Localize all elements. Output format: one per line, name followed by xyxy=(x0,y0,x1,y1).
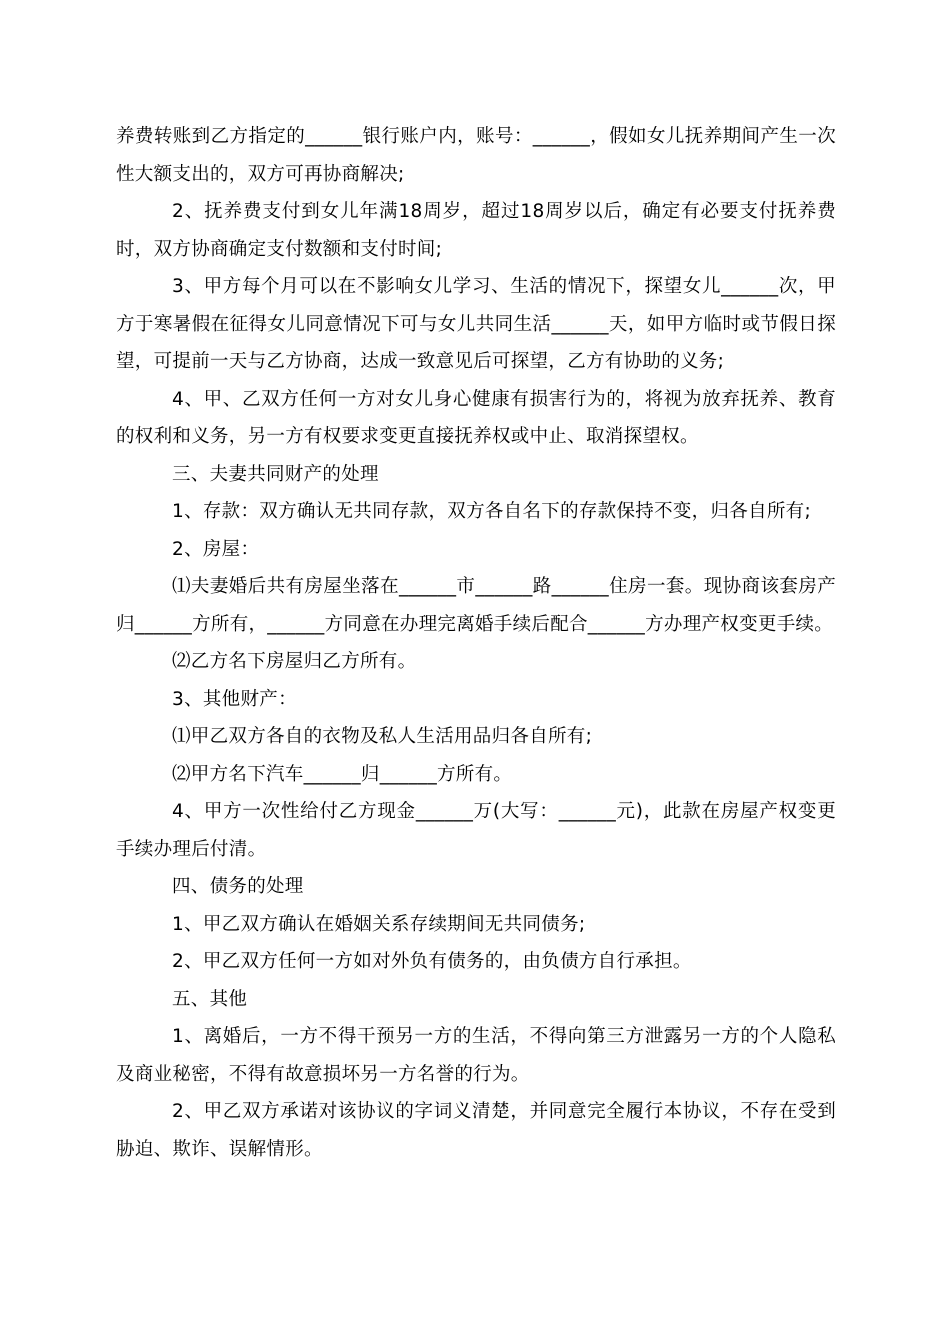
section-heading-other: 五、其他 xyxy=(172,988,248,1010)
section-heading-debt: 四、债务的处理 xyxy=(172,876,304,897)
paragraph-other-property-1: ⑴甲乙双方各自的衣物及私人生活用品归各自所有; xyxy=(172,726,593,747)
paragraph-cash-payment: 4、甲方一次性给付乙方现金______万(大写：______元)，此款在房屋产权变更手续办理后付清。 xyxy=(116,801,836,860)
paragraph-debt-1: 1、甲乙双方确认在婚姻关系存续期间无共同债务; xyxy=(172,913,586,935)
paragraph-4: 4、甲、乙双方任何一方对女儿身心健康有损害行为的，将视为放弃抚养、教育的权利和义务，另一方有权要求变更直接抚养权或中止、取消探望权。 xyxy=(116,388,836,447)
paragraph-other-1: 1、离婚后，一方不得干预另一方的生活，不得向第三方泄露另一方的个人隐私及商业秘密，不得有故意损坏另一方名誉的行为。 xyxy=(116,1026,836,1085)
paragraph-savings: 1、存款：双方确认无共同存款，双方各自名下的存款保持不变，归各自所有; xyxy=(172,501,812,522)
paragraph-housing-heading: 2、房屋： xyxy=(172,538,260,560)
paragraph-2: 2、抚养费支付到女儿年满18周岁，超过18周岁以后，确定有必要支付抚养费时，双方协商确定支付数额和支付时间; xyxy=(116,201,836,260)
paragraph-other-2: 2、甲乙双方承诺对该协议的字词义清楚，并同意完全履行本协议，不存在受到胁迫、欺诈、误解情形。 xyxy=(116,1101,836,1160)
paragraph-debt-2: 2、甲乙双方任何一方如对外负有债务的，由负债方自行承担。 xyxy=(172,951,692,972)
paragraph-1: 养费转账到乙方指定的______银行账户内，账号：______，假如女儿抚养期间产生一次性大额支出的，双方可再协商解决; xyxy=(116,126,836,185)
paragraph-other-property-heading: 3、其他财产： xyxy=(172,688,297,710)
paragraph-other-property-2: ⑵甲方名下汽车______归______方所有。 xyxy=(172,763,513,785)
paragraph-housing-1: ⑴夫妻婚后共有房屋坐落在______市______路______住房一套。现协商该套房产归______方所有，______方同意在办理完离婚手续后配合______方办理产权变更手续。 xyxy=(116,576,836,635)
paragraph-3: 3、甲方每个月可以在不影响女儿学习、生活的情况下，探望女儿______次，甲方于寒暑假在征得女儿同意情况下可与女儿共同生活______天，如甲方临时或节假日探望，可提前一天与乙方协商，达成一致意见后可探望，乙方有协助的义务; xyxy=(116,276,836,372)
document-body xyxy=(116,118,836,1168)
paragraph-housing-2: ⑵乙方名下房屋归乙方所有。 xyxy=(172,651,417,672)
section-heading-property: 三、夫妻共同财产的处理 xyxy=(172,463,379,485)
